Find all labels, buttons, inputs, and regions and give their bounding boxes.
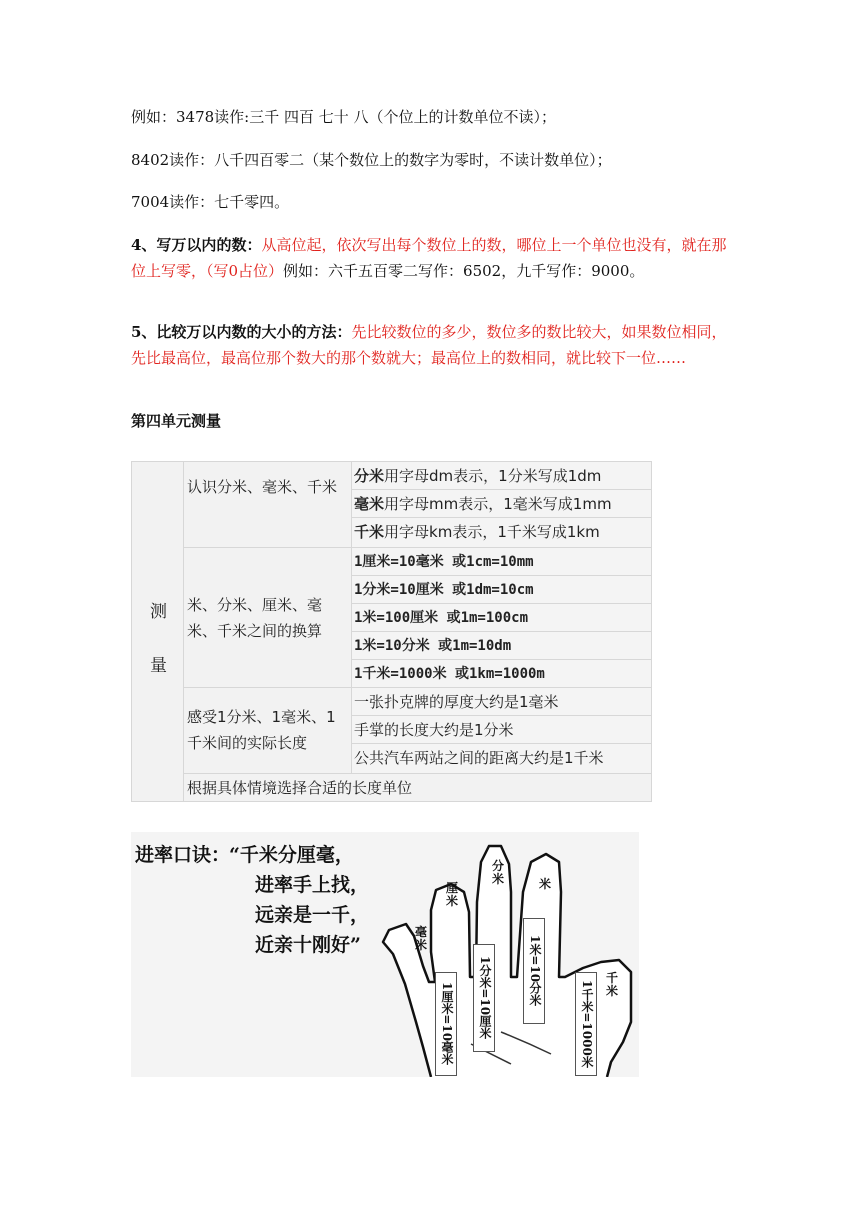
verse-line: 近亲十刚好” (255, 934, 361, 956)
comparison-rule-paragraph (131, 319, 731, 371)
finger-label-km: 千米 (605, 971, 618, 998)
left-char-2: 量 (150, 656, 167, 676)
table-row: 1分米=10厘米 或1dm=10cm (352, 576, 652, 604)
table-row: 一张扑克牌的厚度大约是1毫米 (352, 688, 652, 716)
conversion-box-dm: 1分米=10厘米 (473, 944, 495, 1052)
table-row: 1米=10分米 或1m=10dm (352, 632, 652, 660)
finger-label-m: 米 (538, 877, 551, 891)
hand-outline-icon (131, 832, 639, 1077)
table-row: 1厘米=10毫米 或1cm=10mm (352, 548, 652, 576)
measurement-table (131, 461, 652, 802)
writing-rule-example: 例如：六千五百零二写作：6502，九千写作：9000。 (283, 262, 645, 280)
row-bold: 千米 (354, 523, 385, 541)
table-row (352, 518, 652, 548)
verse-line: “千米分厘毫， (229, 844, 354, 866)
row-bold: 分米 (354, 467, 385, 485)
group-cell-conversion: 米、分米、厘米、毫米、千米之间的换算 (184, 548, 352, 688)
comparison-rule-text: 先比较数位的多少，数位多的数比较大，如果数位相同，先比最高位，最高位那个数大的那个数就大；最高位上的数相同，就比较下一位…… (131, 323, 727, 367)
writing-rule-paragraph (131, 232, 731, 284)
row-text: 用字母km表示，1千米写成1km (384, 523, 600, 541)
writing-rule-label: 4、写万以内的数： (131, 236, 262, 254)
left-char-1: 测 (150, 602, 167, 622)
comparison-rule-label: 5、比较万以内数的大小的方法： (131, 323, 352, 341)
table-row (352, 490, 652, 518)
conversion-box-m: 1米=10分米 (523, 918, 545, 1024)
finger-label-dm: 分米 (491, 859, 504, 886)
hand-mnemonic-picture (131, 832, 639, 1077)
verse-line: 远亲是一千， (255, 904, 370, 926)
table-row (352, 462, 652, 490)
table-last-row: 根据具体情境选择合适的长度单位 (184, 774, 652, 802)
reading-example-7004: 7004读作：七千零四。 (131, 193, 290, 211)
table-row: 1米=100厘米 或1m=100cm (352, 604, 652, 632)
row-text: 用字母mm表示，1毫米写成1mm (384, 495, 612, 513)
table-row: 手掌的长度大约是1分米 (352, 716, 652, 744)
group-cell-feel: 感受1分米、1毫米、1千米间的实际长度 (184, 688, 352, 774)
verse-label: 进率口诀： (135, 844, 231, 866)
reading-example-3478: 例如：3478读作:三千 四百 七十 八（个位上的计数单位不读）； (131, 108, 557, 126)
table-row: 1千米=1000米 或1km=1000m (352, 660, 652, 688)
group-cell-units: 认识分米、毫米、千米 (184, 462, 352, 548)
table-row: 公共汽车两站之间的距离大约是1千米 (352, 744, 652, 774)
table-left-label (132, 462, 184, 802)
conversion-box-km: 1千米=1000米 (575, 972, 597, 1076)
finger-label-mm: 毫米 (414, 925, 427, 952)
row-text: 用字母dm表示，1分米写成1dm (384, 467, 602, 485)
writing-rule-text: 从高位起，依次写出每个数位上的数，哪位上一个单位也没有，就在那位上写零，（写0占位） (131, 236, 727, 280)
row-bold: 毫米 (354, 495, 385, 513)
conversion-box-cm: 1厘米=10毫米 (435, 972, 457, 1076)
reading-example-8402: 8402读作：八千四百零二（某个数位上的数字为零时，不读计数单位）； (131, 151, 612, 169)
unit-heading: 第四单元测量 (131, 412, 222, 430)
verse-line: 进率手上找， (255, 874, 370, 896)
finger-label-cm: 厘米 (445, 881, 458, 908)
